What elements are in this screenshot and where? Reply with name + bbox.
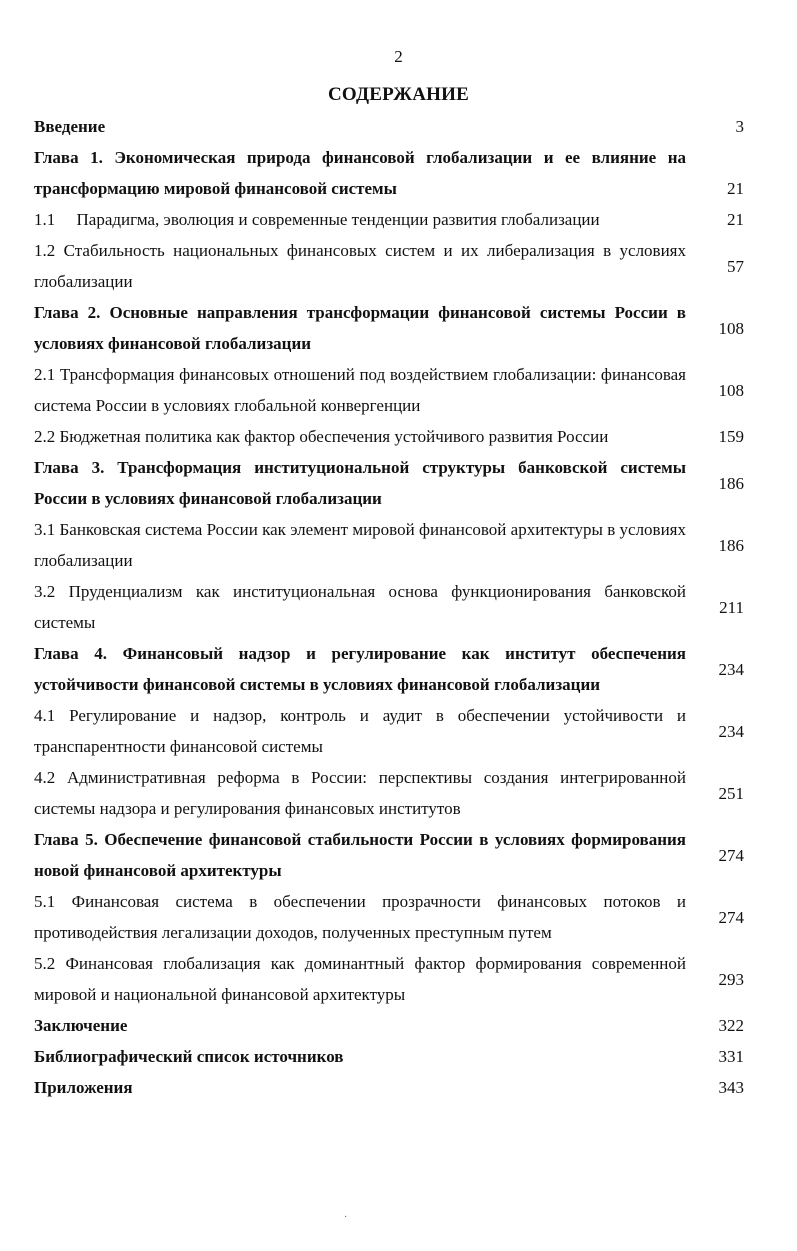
toc-entry-section-1-1[interactable] [34,204,744,235]
toc-entry-text: Библиографический список источников [34,1047,344,1066]
toc-entry-text: 4.2 Административная реформа в России: перспективы создания интегрированной системы надзора и регулирования финансовых институтов [34,768,686,818]
toc-entry-text: 4.1 Регулирование и надзор, контроль и аудит в обеспечении устойчивости и транспарентности финансовой системы [34,706,686,756]
toc-entry-bibliography[interactable] [34,1041,744,1072]
toc-entry-section-5-2[interactable] [34,948,744,1010]
toc-entry-page: 274 [718,845,744,865]
toc-entry-chapter-5[interactable] [34,824,744,886]
toc-entry-text: 3.2 Пруденциализм как институциональная основа функционирования банковской системы [34,582,686,632]
toc-entry-text: 5.1 Финансовая система в обеспечении прозрачности финансовых потоков и противодействия легализации доходов, полученных преступным путем [34,892,686,942]
toc-entry-appendices[interactable] [34,1072,744,1103]
toc-entry-page: 343 [718,1078,744,1097]
toc-entry-section-3-2[interactable] [34,576,744,638]
toc-entry-text: Введение [34,117,106,136]
toc-entry-text: 2.2 Бюджетная политика как фактор обеспечения устойчивого развития России [34,427,609,446]
toc-entry-page: 159 [718,427,744,446]
toc-entry-text: 1.1 Парадигма, эволюция и современные тенденции развития глобализации [34,210,600,229]
toc-entry-section-2-2[interactable] [34,421,744,452]
toc-entry-page: 211 [719,597,744,617]
scan-speck: · [344,1212,348,1223]
toc-entry-chapter-2[interactable] [34,297,744,359]
toc-entry-page: 234 [718,659,744,679]
toc-entry-page: 186 [718,535,744,555]
toc-entry-text: Глава 3. Трансформация институциональной структуры банковской системы России в условиях финансовой глобализации [34,458,686,508]
toc-entry-text: Заключение [34,1016,128,1035]
toc-entry-text: 2.1 Трансформация финансовых отношений под воздействием глобализации: финансовая система России в условиях глобальной конвергенции [34,365,686,415]
toc-entry-text: Глава 2. Основные направления трансформации финансовой системы России в условиях финансовой глобализации [34,303,686,353]
page-title: СОДЕРЖАНИЕ [328,84,469,105]
toc-entry-page: 57 [727,256,744,276]
toc-entry-section-3-1[interactable] [34,514,744,576]
toc-entry-text: Глава 1. Экономическая природа финансовой глобализации и ее влияние на трансформацию мировой финансовой системы [34,148,686,198]
toc-entry-page: 21 [727,210,744,229]
toc-entry-text: Глава 5. Обеспечение финансовой стабильности России в условиях формирования новой финансовой архитектуры [34,830,686,880]
toc-entry-text: Глава 4. Финансовый надзор и регулирование как институт обеспечения устойчивости финансовой системы в условиях финансовой глобализации [34,644,686,694]
toc-entry-page: 234 [718,721,744,741]
toc-entry-chapter-3[interactable] [34,452,744,514]
toc-entry-page: 331 [718,1047,744,1066]
page-number: 2 [394,47,403,66]
toc-entry-page: 3 [735,117,744,136]
toc-entry-conclusion[interactable] [34,1010,744,1041]
toc-entry-introduction[interactable] [34,111,744,142]
toc-entry-text: 1.2 Стабильность национальных финансовых систем и их либерализация в условиях глобализации [34,241,686,291]
toc-entry-page: 108 [718,380,744,400]
toc-entry-page: 108 [718,318,744,338]
toc-entry-section-1-2[interactable] [34,235,744,297]
toc-entry-section-2-1[interactable] [34,359,744,421]
toc-entry-section-5-1[interactable] [34,886,744,948]
toc-entry-page: 322 [718,1016,744,1035]
toc-entry-chapter-1[interactable] [34,142,744,204]
toc-entry-page: 274 [718,907,744,927]
toc-entry-page: 293 [718,969,744,989]
toc-entry-page: 251 [718,783,744,803]
table-of-contents [34,111,744,1103]
toc-entry-chapter-4[interactable] [34,638,744,700]
toc-entry-section-4-1[interactable] [34,700,744,762]
toc-entry-text: 3.1 Банковская система России как элемент мировой финансовой архитектуры в условиях глобализации [34,520,686,570]
toc-entry-text: 5.2 Финансовая глобализация как доминантный фактор формирования современной мировой и национальной финансовой архитектуры [34,954,686,1004]
toc-entry-page: 21 [727,179,744,198]
toc-entry-page: 186 [718,473,744,493]
toc-entry-section-4-2[interactable] [34,762,744,824]
toc-entry-text: Приложения [34,1078,133,1097]
